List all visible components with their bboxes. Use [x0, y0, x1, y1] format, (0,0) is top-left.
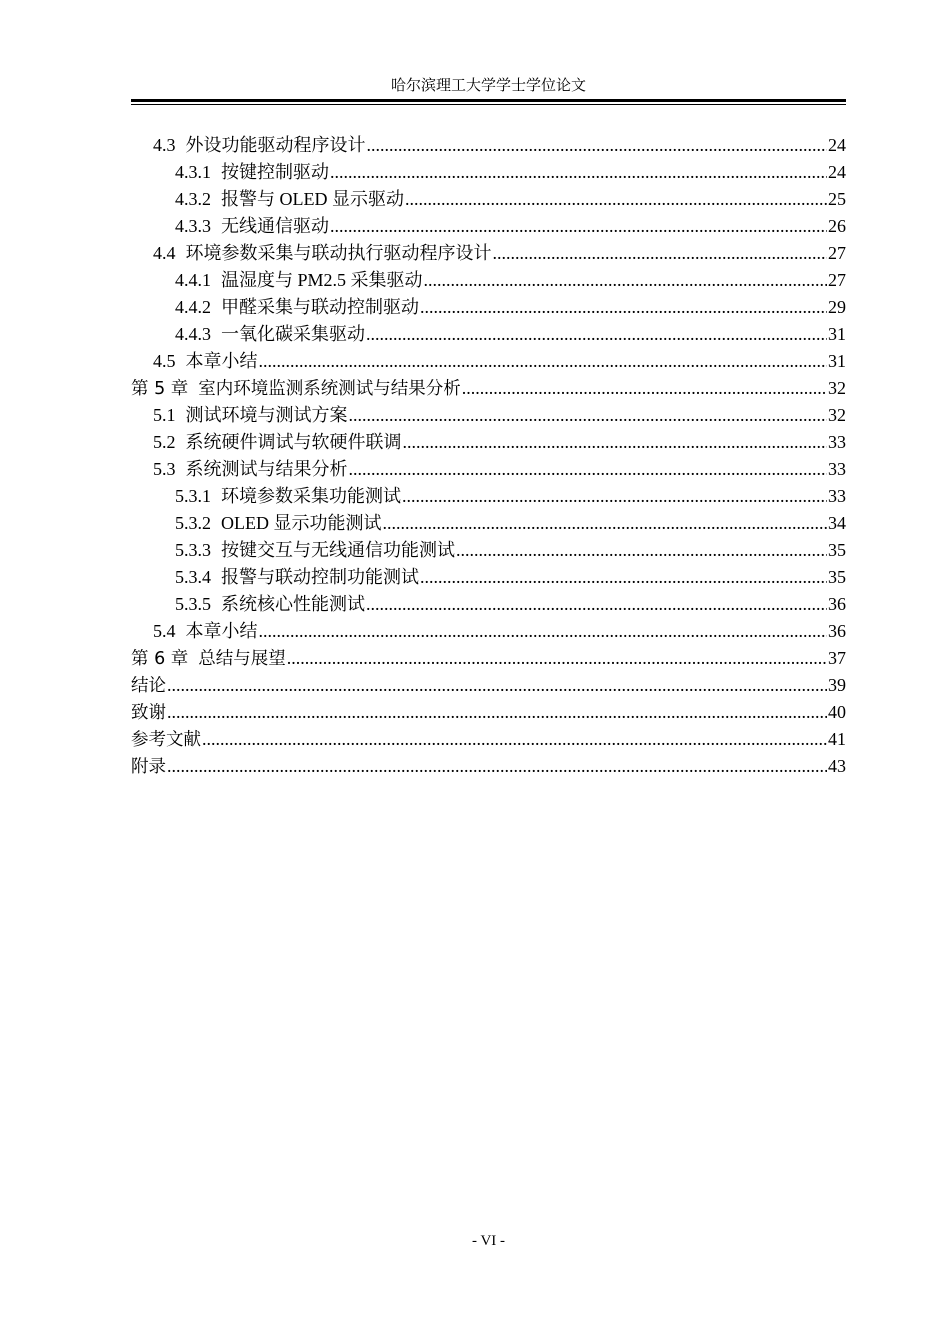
- toc-entry-title: 报警与联动控制功能测试: [221, 567, 419, 587]
- toc-entry-page: 31: [828, 351, 846, 371]
- toc-entry-number: 5.3.4: [175, 567, 211, 587]
- toc-dot-leader: [424, 267, 827, 294]
- toc-entry-number: 4.3.3: [175, 216, 211, 236]
- toc-entry-number: 4.4.2: [175, 297, 211, 317]
- toc-entry-title: 附录: [131, 757, 166, 777]
- toc-entry-title: 结论: [131, 676, 166, 696]
- toc-entry[interactable]: [131, 456, 846, 483]
- toc-entry-page: 35: [828, 540, 846, 560]
- page-number: - VI -: [471, 1233, 506, 1249]
- toc-entry-title: 一氧化碳采集驱动: [221, 324, 365, 344]
- toc-entry-page: 33: [828, 459, 846, 479]
- toc-dot-leader: [349, 402, 828, 429]
- toc-entry-number: 5.3.2: [175, 513, 211, 533]
- toc-entry-page: 32: [828, 405, 846, 425]
- toc-entry-title: 参考文献: [131, 730, 201, 750]
- toc-entry-number: 4.4.3: [175, 324, 211, 344]
- toc-entry-page: 36: [828, 621, 846, 641]
- toc-entry[interactable]: [131, 645, 846, 672]
- toc-entry-title: 系统核心性能测试: [221, 594, 365, 614]
- toc-entry[interactable]: [131, 213, 846, 240]
- toc-dot-leader: [367, 132, 828, 159]
- toc-entry-title: 测试环境与测试方案: [185, 405, 348, 425]
- toc-entry-number: 5.3: [153, 459, 176, 479]
- toc-dot-leader: [330, 159, 827, 186]
- toc-entry-title: 环境参数采集与联动执行驱动程序设计: [185, 243, 492, 263]
- toc-entry-title: 甲醛采集与联动控制驱动: [221, 297, 419, 317]
- page-header-title: 哈尔滨理工大学学士学位论文: [390, 78, 586, 94]
- toc-entry-number: 4.4.1: [175, 270, 211, 290]
- toc-entry[interactable]: [131, 429, 846, 456]
- toc-entry-number: 5.2: [153, 432, 176, 452]
- toc-entry[interactable]: [131, 267, 846, 294]
- toc-dot-leader: [456, 537, 827, 564]
- toc-dot-leader: [259, 618, 828, 645]
- toc-entry-title: 温湿度与 PM2.5 采集驱动: [221, 270, 423, 290]
- toc-entry-page: 26: [828, 216, 846, 236]
- toc-entry[interactable]: [131, 402, 846, 429]
- toc-entry-title: OLED 显示功能测试: [221, 513, 382, 533]
- toc-entry-page: 41: [828, 729, 846, 749]
- toc-entry-number: 5.3.3: [175, 540, 211, 560]
- toc-entry-page: 39: [828, 675, 846, 695]
- toc-dot-leader: [167, 699, 827, 726]
- toc-entry-title: 总结与展望: [198, 649, 286, 669]
- toc-entry[interactable]: [131, 510, 846, 537]
- toc-entry-page: 25: [828, 189, 846, 209]
- toc-dot-leader: [402, 483, 827, 510]
- toc-entry-number: 5.3.5: [175, 594, 211, 614]
- toc-entry[interactable]: [131, 294, 846, 321]
- toc-entry-page: 37: [828, 648, 846, 668]
- toc-entry[interactable]: [131, 726, 846, 753]
- toc-entry-page: 43: [828, 756, 846, 776]
- toc-entry-title: 报警与 OLED 显示驱动: [221, 189, 404, 209]
- toc-entry[interactable]: [131, 483, 846, 510]
- toc-entry-number: 第 6 章: [131, 649, 189, 669]
- toc-dot-leader: [349, 456, 828, 483]
- toc-dot-leader: [366, 591, 827, 618]
- toc-entry-number: 5.4: [153, 621, 176, 641]
- toc-dot-leader: [403, 429, 828, 456]
- toc-entry-title: 本章小结: [185, 621, 258, 641]
- toc-entry[interactable]: [131, 537, 846, 564]
- toc-entry-title: 环境参数采集功能测试: [221, 486, 401, 506]
- toc-entry-page: 36: [828, 594, 846, 614]
- toc-entry[interactable]: [131, 699, 846, 726]
- toc-dot-leader: [330, 213, 827, 240]
- table-of-contents: [131, 132, 846, 780]
- toc-entry[interactable]: [131, 591, 846, 618]
- toc-dot-leader: [259, 348, 828, 375]
- toc-entry-number: 4.4: [153, 243, 176, 263]
- toc-entry-page: 34: [828, 513, 846, 533]
- toc-entry-page: 24: [828, 162, 846, 182]
- toc-entry-page: 24: [828, 135, 846, 155]
- toc-dot-leader: [202, 726, 827, 753]
- toc-entry-page: 27: [828, 243, 846, 263]
- toc-dot-leader: [287, 645, 827, 672]
- toc-entry-page: 33: [828, 486, 846, 506]
- toc-entry[interactable]: [131, 240, 846, 267]
- toc-entry-title: 无线通信驱动: [221, 216, 329, 236]
- toc-entry[interactable]: [131, 321, 846, 348]
- toc-entry-number: 第 5 章: [131, 379, 189, 399]
- toc-dot-leader: [420, 294, 827, 321]
- toc-entry-title: 系统测试与结果分析: [185, 459, 348, 479]
- toc-entry-page: 31: [828, 324, 846, 344]
- toc-entry[interactable]: [131, 132, 846, 159]
- toc-entry-title: 系统硬件调试与软硬件联调: [185, 432, 402, 452]
- toc-entry-number: 4.3.2: [175, 189, 211, 209]
- toc-dot-leader: [420, 564, 827, 591]
- toc-entry-number: 4.3.1: [175, 162, 211, 182]
- toc-entry[interactable]: [131, 564, 846, 591]
- toc-dot-leader: [493, 240, 828, 267]
- toc-entry-number: 4.3: [153, 135, 176, 155]
- toc-entry-number: 5.1: [153, 405, 176, 425]
- toc-entry-title: 外设功能驱动程序设计: [185, 135, 366, 155]
- toc-entry-page: 29: [828, 297, 846, 317]
- toc-entry[interactable]: [131, 348, 846, 375]
- toc-entry-title: 致谢: [131, 703, 166, 723]
- toc-entry[interactable]: [131, 753, 846, 780]
- header-rule-thin: [131, 104, 846, 105]
- toc-entry-title: 按键交互与无线通信功能测试: [221, 540, 455, 560]
- toc-entry-page: 35: [828, 567, 846, 587]
- toc-entry-title: 本章小结: [185, 351, 258, 371]
- toc-dot-leader: [167, 672, 827, 699]
- toc-entry-number: 4.5: [153, 351, 176, 371]
- toc-dot-leader: [383, 510, 828, 537]
- toc-dot-leader: [366, 321, 827, 348]
- toc-entry-title: 按键控制驱动: [221, 162, 329, 182]
- toc-entry[interactable]: [131, 672, 846, 699]
- toc-entry-title: 室内环境监测系统测试与结果分析: [198, 379, 461, 399]
- toc-entry-page: 32: [828, 378, 846, 398]
- toc-entry-page: 33: [828, 432, 846, 452]
- header-rule-thick: [131, 99, 846, 102]
- toc-entry-number: 5.3.1: [175, 486, 211, 506]
- toc-dot-leader: [462, 375, 827, 402]
- toc-entry[interactable]: [131, 159, 846, 186]
- toc-dot-leader: [405, 186, 827, 213]
- toc-dot-leader: [167, 753, 827, 780]
- toc-entry[interactable]: [131, 375, 846, 402]
- toc-entry-page: 27: [828, 270, 846, 290]
- toc-entry-page: 40: [828, 702, 846, 722]
- toc-entry[interactable]: [131, 618, 846, 645]
- toc-entry[interactable]: [131, 186, 846, 213]
